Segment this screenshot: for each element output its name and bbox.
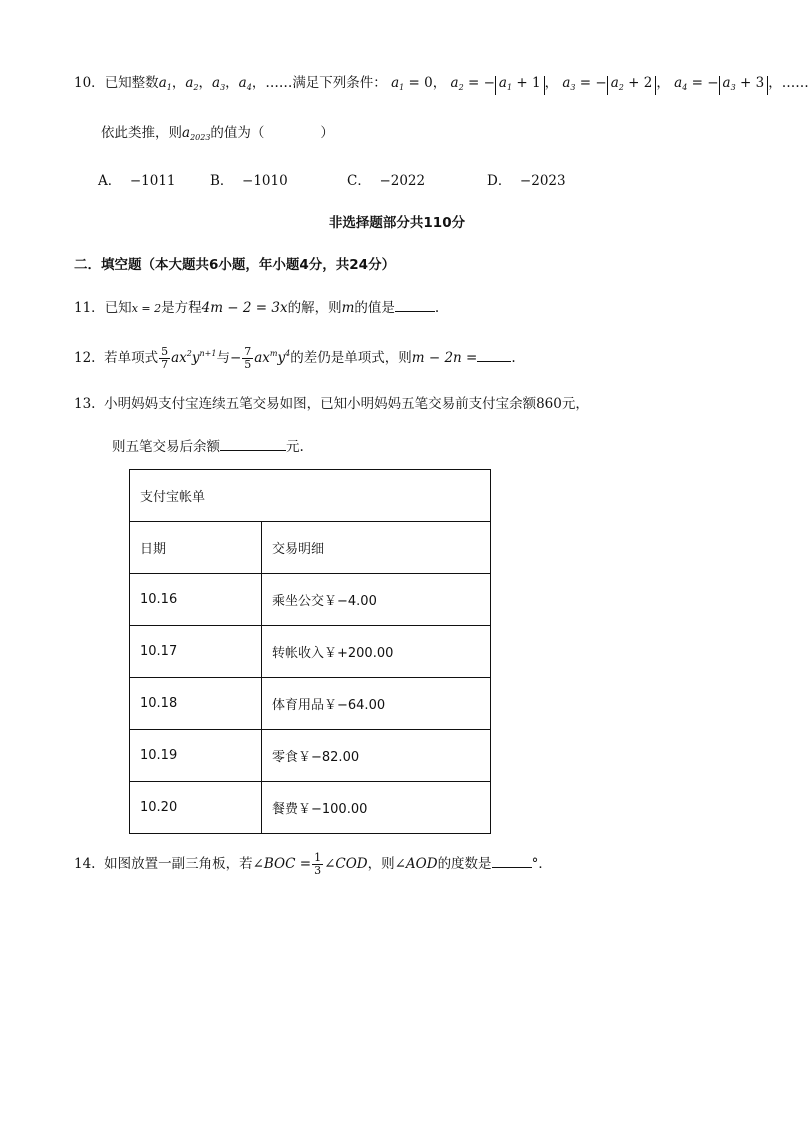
question-10-stem: 10．已知整数$a_1$，$a_2$，$a_3$，$a_4$，……满足下列条件： $a_1 = 0$， $a_2$ = − $a_1 + 1$ ， $a_3$ = − $a_2 + 2$ ， $a_4$ = − $a_3 + 3$ ，……: [74, 73, 809, 98]
option-b: B． −1010: [210, 173, 288, 189]
question-11: 11．已知x = 2是方程4m − 2 = 3x的解，则m的值是 .: [74, 300, 440, 316]
detail-cell: 餐费￥−100.00: [262, 782, 491, 834]
answer-blank[interactable]: [492, 855, 532, 868]
alipay-bill-table: [129, 469, 491, 834]
question-13-prompt: 则五笔交易后余额 元.: [112, 439, 304, 455]
option-a: A． −1011: [98, 173, 176, 189]
detail-cell: 零食￥−82.00: [262, 730, 491, 782]
fraction: $\frac{5}{7}$: [161, 345, 169, 371]
option-d: D． −2023: [487, 173, 566, 189]
section-heading: 非选择题部分共110分: [328, 215, 466, 231]
question-14: 14. 如图放置一副三角板，若∠BOC = $\frac{1}{3}$ ∠COD，则∠AOD的度数是 °．: [74, 851, 552, 877]
table-title: 支付宝帐单: [130, 470, 491, 522]
question-number: 14.: [74, 856, 96, 872]
absolute-value: $a_3 + 3$: [719, 76, 769, 95]
answer-blank[interactable]: [395, 299, 435, 312]
fraction: $\frac{7}{5}$: [244, 345, 252, 371]
answer-blank[interactable]: [477, 349, 511, 362]
question-13-stem: 13. 小明妈妈支付宝连续五笔交易如图，已知小明妈妈五笔交易前支付宝余额860元，: [74, 396, 589, 412]
table-row: [130, 730, 491, 782]
option-c: C． −2022: [347, 173, 426, 189]
column-header-date: 日期: [130, 522, 262, 574]
fraction: $\frac{1}{3}$: [314, 851, 322, 877]
question-12: 12. 若单项式 $\frac{5}{7}$ $ax^2y^{n+1}$与− $\frac{7}{5}$ $ax^my^4$的差仍是单项式，则m − 2n = .: [74, 345, 516, 371]
absolute-value: $a_2 + 2$: [607, 76, 657, 95]
detail-cell: 体育用品￥−64.00: [262, 678, 491, 730]
answer-blank[interactable]: [220, 438, 286, 451]
column-header-details: 交易明细: [262, 522, 491, 574]
date-cell: 10.17: [130, 626, 262, 678]
question-number: 11．: [74, 300, 105, 316]
detail-cell: 乘坐公交￥−4.00: [262, 574, 491, 626]
date-cell: 10.18: [130, 678, 262, 730]
absolute-value: $a_1 + 1$: [495, 76, 545, 95]
answer-space: [264, 125, 320, 137]
table-header-row: [130, 522, 491, 574]
question-number: 10．: [74, 75, 105, 91]
table-row: [130, 678, 491, 730]
detail-cell: 转帐收入￥+200.00: [262, 626, 491, 678]
part-2-heading: 二．填空题（本大题共6小题，年小题4分，共24分）: [74, 257, 396, 273]
table-row: [130, 574, 491, 626]
question-10-prompt: 依此类推，则$a_{2023}$的值为（ ）: [101, 125, 334, 142]
question-number: 12.: [74, 350, 96, 366]
date-cell: 10.16: [130, 574, 262, 626]
date-cell: 10.20: [130, 782, 262, 834]
table-title-row: [130, 470, 491, 522]
question-number: 13.: [74, 396, 96, 412]
date-cell: 10.19: [130, 730, 262, 782]
table-row: [130, 782, 491, 834]
table-row: [130, 626, 491, 678]
